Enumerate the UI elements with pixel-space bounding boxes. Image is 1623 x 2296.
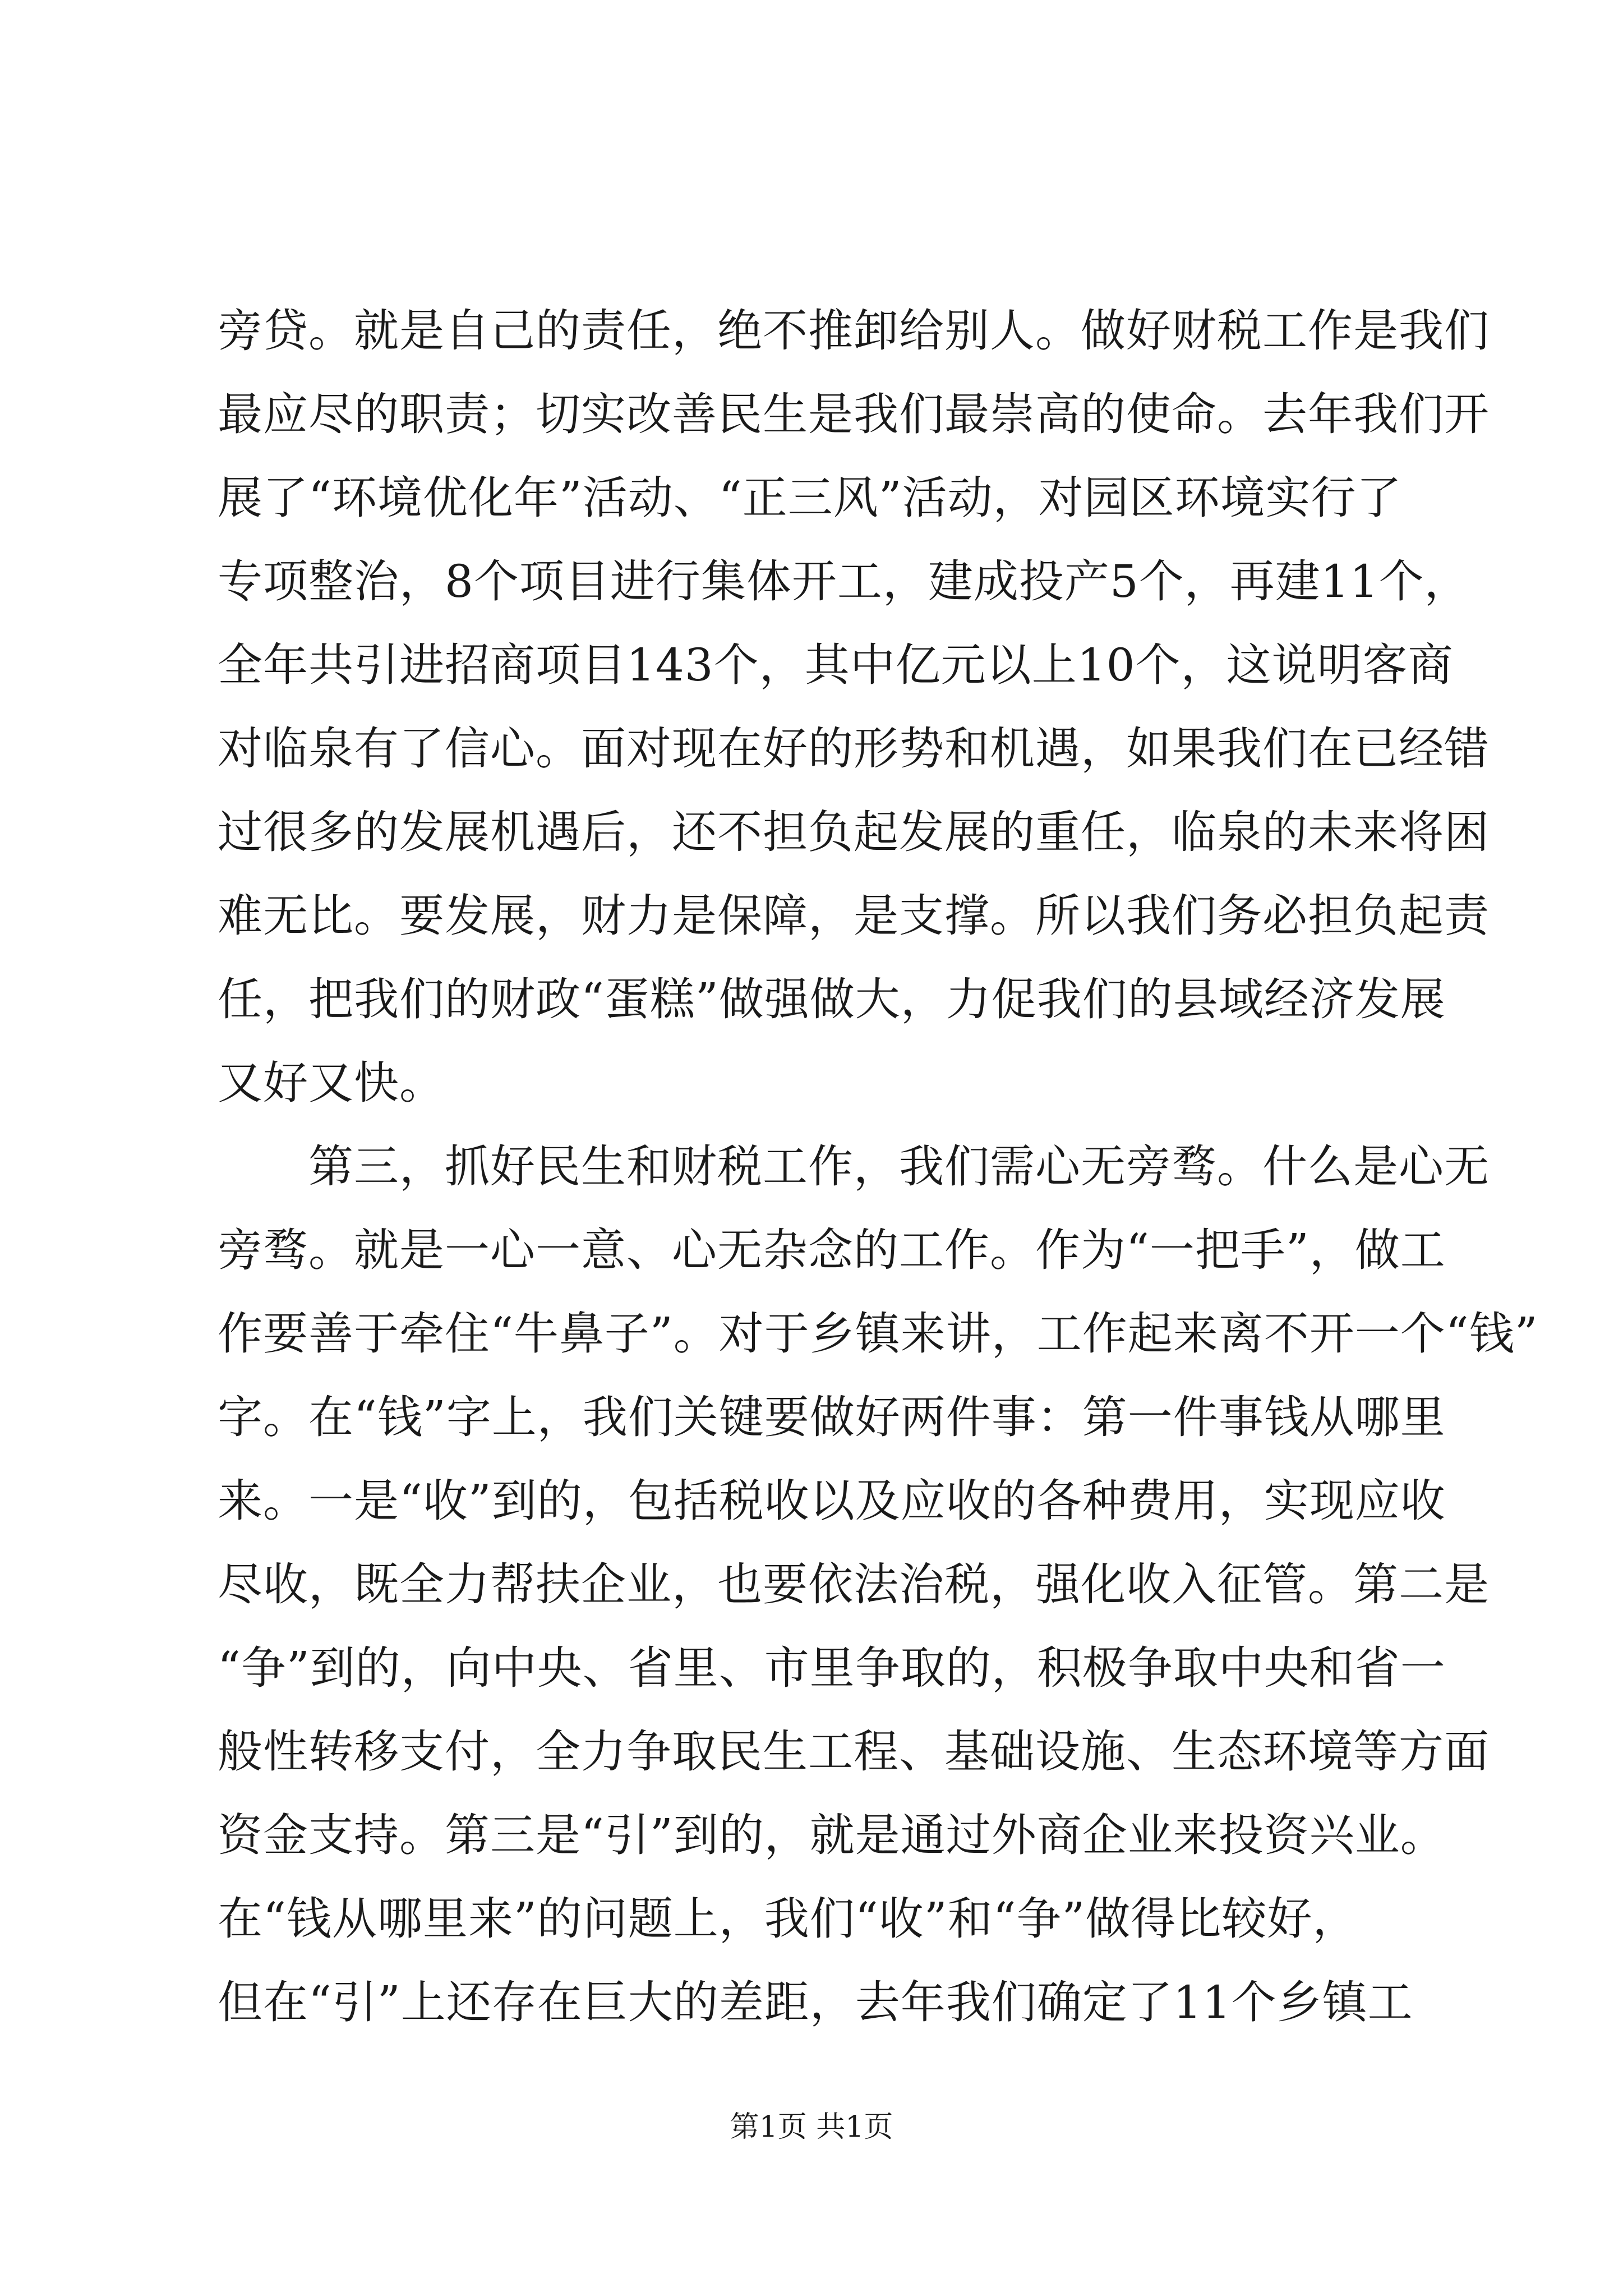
- text-line: 难无比。要发展，财力是保障，是支撑。所以我们务必担负起责: [218, 890, 1490, 942]
- page-footer: [0, 2108, 1623, 2147]
- text-line: 又好又快。: [218, 1057, 445, 1109]
- text-line: 字。在“钱”字上，我们关键要做好两件事：第一件事钱从哪里: [218, 1391, 1446, 1443]
- text-line: 旁骛。就是一心一意、心无杂念的工作。作为“一把手”，做工: [218, 1224, 1446, 1276]
- text-line: 作要善于牵住“牛鼻子”。对于乡镇来讲，工作起来离不开一个“钱”: [218, 1308, 1538, 1360]
- page-number-label: 第1页 共1页: [730, 2110, 893, 2144]
- text-line: 展了“环境优化年”活动、“正三风”活动，对园区环境实行了: [218, 472, 1402, 524]
- text-line: 任，把我们的财政“蛋糕”做强做大，力促我们的县域经济发展: [218, 973, 1446, 1025]
- text-line: 专项整治，8个项目进行集体开工，建成投产5个，再建11个，: [218, 555, 1470, 608]
- text-line: 资金支持。第三是“引”到的，就是通过外商企业来投资兴业。: [218, 1809, 1446, 1861]
- text-line: 来。一是“收”到的，包括税收以及应收的各种费用，实现应收: [218, 1475, 1446, 1527]
- body-text: [218, 289, 1538, 2044]
- text-line: 但在“引”上还存在巨大的差距，去年我们确定了11个乡镇工: [218, 1976, 1413, 2028]
- text-line: 过很多的发展机遇后，还不担负起发展的重任，临泉的未来将困: [218, 806, 1490, 858]
- text-line: 尽收，既全力帮扶企业，也要依法治税，强化收入征管。第二是: [218, 1558, 1490, 1611]
- text-line: 最应尽的职责；切实改善民生是我们最崇高的使命。去年我们开: [218, 388, 1490, 440]
- text-line: 般性转移支付，全力争取民生工程、基础设施、生态环境等方面: [218, 1726, 1490, 1778]
- text-line: 旁贷。就是自己的责任，绝不推卸给别人。做好财税工作是我们: [218, 305, 1490, 357]
- text-line: 全年共引进招商项目143个，其中亿元以上10个，这说明客商: [218, 639, 1454, 691]
- text-line: “争”到的，向中央、省里、市里争取的，积极争取中央和省一: [218, 1642, 1446, 1694]
- text-line: 第三，抓好民生和财税工作，我们需心无旁骛。什么是心无: [218, 1140, 1490, 1193]
- text-line: 对临泉有了信心。面对现在好的形势和机遇，如果我们在已经错: [218, 723, 1490, 775]
- text-line: 在“钱从哪里来”的问题上，我们“收”和“争”做得比较好，: [218, 1893, 1358, 1945]
